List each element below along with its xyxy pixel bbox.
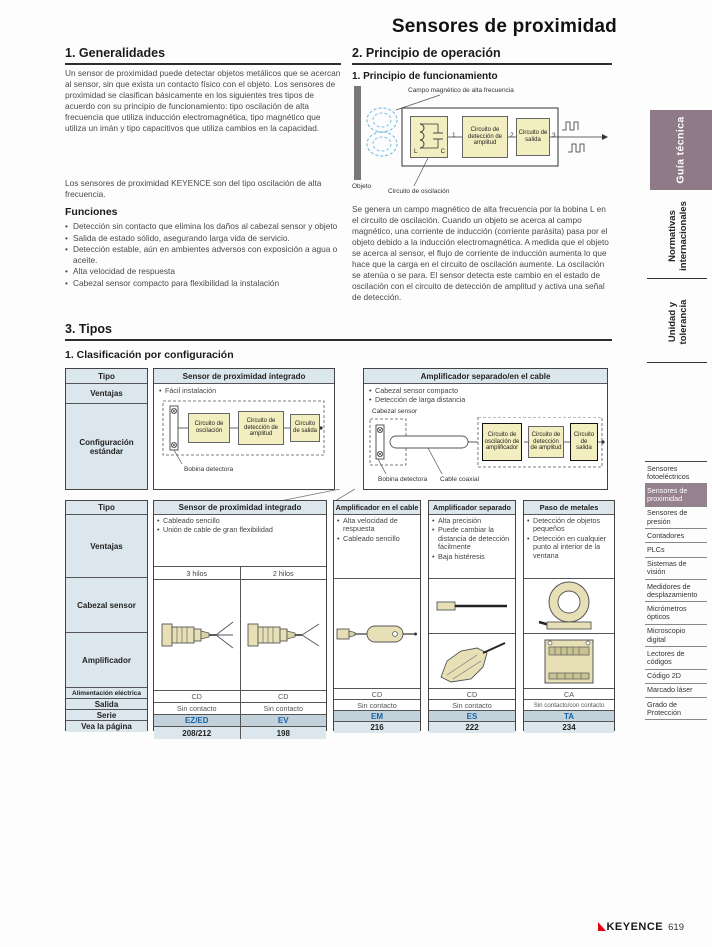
group3-header: Amplificador separado <box>429 501 515 514</box>
table1-panel-separado <box>363 368 608 490</box>
sidebar-normativas <box>645 196 711 276</box>
table1-panel2-ventajas <box>366 385 467 406</box>
amplitude-detection-box: Circuito de detección de amplitud <box>462 116 508 158</box>
table1-panel1-header: Sensor de proximidad integrado <box>154 369 334 383</box>
table2-group-amp-cable <box>333 500 421 731</box>
label-campo-magnetico: Campo magnético de alta frecuencia <box>408 87 514 94</box>
funciones-item: • Detección sin contacto que elimina los daños al cabezal sensor y objeto <box>65 221 343 232</box>
group1-alimentacion-row <box>154 690 326 702</box>
group1-header: Sensor de proximidad integrado <box>154 501 326 514</box>
pagina-value: 208/212 <box>154 727 241 739</box>
sidebar-divider <box>647 278 707 279</box>
magnetic-field-coil-icon <box>367 108 397 132</box>
sidebar-item-plcs: PLCs <box>645 543 707 557</box>
principle-diagram <box>352 86 612 200</box>
oscillation-circuit-box <box>410 116 448 158</box>
ventaja-item: • Baja histéresis <box>432 553 513 561</box>
table2-header-salida: Salida <box>66 698 147 709</box>
label-circuito-oscilacion: Circuito de oscilación <box>388 188 450 195</box>
table1-panel1-body <box>154 383 334 490</box>
ventaja-item: • Puede cambiar la distancia de detección fácilmente <box>432 526 513 551</box>
heading-generalidades: 1. Generalidades <box>65 46 341 65</box>
sidebar-tab-label: Guía técnica <box>675 116 687 184</box>
table2-header-ventajas: Ventajas <box>66 514 147 577</box>
sidebar-item-contadores: Contadores <box>645 529 707 543</box>
label-objeto: Objeto <box>352 183 372 190</box>
group1-ventajas <box>154 514 326 566</box>
keyence-red-wedge-icon <box>598 922 606 931</box>
label-bobina-detectora: Bobina detectora <box>378 476 428 483</box>
box-circuito-salida: Circuito de salida <box>570 423 598 461</box>
page-number: 619 <box>668 921 684 933</box>
sidebar-item-micrometros: Micrómetros ópticos <box>645 602 707 624</box>
sidebar-unidad-label: Unidad y tolerancia <box>667 299 689 345</box>
ventaja-item: • Detección en cualquier punto al interior de la ventana <box>527 535 612 560</box>
table1-panel-integrado <box>153 368 335 490</box>
table1-panel1-ventajas <box>156 385 218 396</box>
box-circuito-deteccion: Circuito de detección de amplitud <box>238 411 284 445</box>
ventaja-item: • Cableado sencillo <box>337 535 418 543</box>
ventaja-item: • Cableado sencillo <box>157 517 324 525</box>
keyence-logo <box>598 921 663 933</box>
table2-header-serie: Serie <box>66 709 147 720</box>
label-cabezal-sensor: Cabezal sensor <box>372 408 418 415</box>
sidebar-unidad <box>645 286 711 358</box>
sidebar-item-sistemas-vision: Sistemas de visión <box>645 558 707 580</box>
alim-value: CD <box>278 692 289 701</box>
group4-ventajas <box>524 514 614 578</box>
ventaja-item: • Unión de cable de gran flexibilidad <box>157 526 324 534</box>
pagina-value: 222 <box>429 721 515 733</box>
table1-header-ventajas: Ventajas <box>66 383 147 403</box>
output-circuit-box: Circuito de salida <box>516 118 550 156</box>
keyence-wordmark: KEYENCE <box>606 921 664 933</box>
group4-header: Paso de metales <box>524 501 614 514</box>
sidebar-item-codigo-2d: Código 2D <box>645 670 707 684</box>
heading-funciones: Funciones <box>65 206 118 218</box>
sidebar-tab-guia-tecnica <box>650 110 712 190</box>
sidebar-normativas-label: Normativas internacionales <box>667 201 689 271</box>
salida-value: Sin contacto/con contacto <box>524 699 614 710</box>
salida-value: Sin contacto <box>263 704 304 713</box>
box-osc-amplificador: Circuito de oscilación de amplificador <box>482 423 522 461</box>
serie-value: EV <box>277 716 289 725</box>
generalidades-paragraph-1: Un sensor de proximidad puede detectar objetos metálicos que se acercan al sensor, sin que exista un contacto físico con el objeto. Los sensores de proximidad se clasifican básicamente en los siguientes tres tipos de acuerdo con su principio de funcionamiento: tipo oscilación de alta frecuencia que utiliza inducción electromagnética, tipo magnético que utiliza un imán y tipo capacitivos que utiliza cambios en la capacidad. <box>65 68 341 133</box>
sidebar-item-sensores-presion: Sensores de presión <box>645 507 707 529</box>
label-bobina-detectora: Bobina detectora <box>184 466 234 473</box>
group2-header: Amplificador en el cable <box>335 503 419 512</box>
page-footer <box>598 921 684 933</box>
funciones-item: • Salida de estado sólido, asegurando larga vida de servicio. <box>65 233 343 244</box>
box-circuito-deteccion: Circuito de detección de amplitud <box>528 426 564 458</box>
stage-number-3: 3 <box>552 132 556 139</box>
label-cable-coaxial: Cable coaxial <box>440 476 480 483</box>
table1-header-configuracion: Configuración estándar <box>66 403 147 489</box>
sidebar-item-microscopio: Microscopio digital <box>645 625 707 647</box>
control-unit-image <box>524 633 614 688</box>
sidebar-item-medidores: Medidores de desplazamiento <box>645 580 707 602</box>
stage-number-1: 1 <box>452 132 456 139</box>
ring-sensor-image <box>524 578 614 633</box>
separate-head-image <box>429 578 515 633</box>
ventaja-item: • Alta precisión <box>432 517 513 525</box>
ventaja-item: • Detección de objetos pequeños <box>527 517 612 534</box>
serie-value: TA <box>524 710 614 721</box>
group3-ventajas <box>429 514 515 578</box>
funciones-item: • Cabezal sensor compacto para flexibilidad la instalación <box>65 278 343 289</box>
heading-principio-operacion: 2. Principio de operación <box>352 46 612 65</box>
table2-header-pagina: Vea la página <box>66 720 147 732</box>
funciones-list <box>65 221 343 290</box>
ventaja-item: • Fácil instalación <box>159 387 216 395</box>
funciones-item: • Alta velocidad de respuesta <box>65 266 343 277</box>
label-coil-l: L <box>414 149 418 156</box>
salida-value: Sin contacto <box>429 699 515 710</box>
page-title: Sensores de proximidad <box>391 16 617 37</box>
table2-left-header-panel <box>65 500 148 731</box>
table1-panel2-diagram <box>368 417 605 487</box>
sensor-2-wire-image <box>241 580 327 690</box>
sidebar-menu <box>645 461 707 720</box>
sidebar-item-sensores-proximidad: Sensores de proximidad <box>645 484 707 506</box>
pagina-value: 234 <box>524 721 614 733</box>
separate-amp-image <box>429 633 515 688</box>
table2-header-amplificador: Amplificador <box>66 632 147 687</box>
group1-device-images <box>154 579 326 690</box>
sensor-3-wire-image <box>154 580 241 690</box>
subheader-3-hilos: 3 hilos <box>154 567 241 579</box>
inline-amp-sensor-image <box>334 578 420 688</box>
alim-value: CA <box>524 688 614 699</box>
alim-value: CD <box>154 691 241 702</box>
table2-header-tipo: Tipo <box>66 501 147 514</box>
table1-header-tipo: Tipo <box>66 369 147 383</box>
serie-value: ES <box>429 710 515 721</box>
group1-wire-subheader <box>154 566 326 579</box>
alim-value: CD <box>429 688 515 699</box>
ventaja-item: • Detección de larga distancia <box>369 396 465 404</box>
object-bar <box>354 86 361 180</box>
serie-value: EM <box>334 710 420 721</box>
table2-group-paso-metales <box>523 500 615 731</box>
sidebar-item-grado-proteccion: Grado de Protección <box>645 698 707 720</box>
table2-group-integrado <box>153 500 327 738</box>
sidebar-item-marcado-laser: Marcado láser <box>645 684 707 698</box>
box-circuito-salida: Circuito de salida <box>290 414 320 442</box>
pagina-value: 198 <box>276 728 290 738</box>
heading-clasificacion: 1. Clasificación por configuración <box>65 349 234 361</box>
salida-value: Sin contacto <box>154 703 241 714</box>
salida-value: Sin contacto <box>334 699 420 710</box>
group1-pagina-row <box>154 726 326 739</box>
group1-serie-row <box>154 714 326 726</box>
generalidades-paragraph-2: Los sensores de proximidad KEYENCE son del tipo oscilación de alta frecuencia. <box>65 178 322 199</box>
label-cap-c: C <box>440 149 445 156</box>
funciones-item: • Detección estable, aún en ambientes adversos con exposición a agua o aceite. <box>65 244 343 265</box>
box-circuito-oscilacion: Circuito de oscilación <box>188 413 230 443</box>
group1-salida-row <box>154 702 326 714</box>
table2-header-cabezal: Cabezal sensor <box>66 577 147 632</box>
ventaja-item: • Cabezal sensor compacto <box>369 387 465 395</box>
heading-tipos: 3. Tipos <box>65 322 612 341</box>
sidebar-item-sensores-fotoelectricos: Sensores fotoeléctricos <box>645 462 707 484</box>
alim-value: CD <box>334 688 420 699</box>
table1-panel2-body <box>364 383 607 490</box>
table2-header-alimentacion: Alimentación eléctrica <box>66 687 147 698</box>
principio-body: Se genera un campo magnético de alta frecuencia por la bobina L en el circuito de oscilación. Cuando un objeto se acerca al campo magnético, una corriente de inducción (corriente parásita) pasa por el objeto debido a la inducción electromagnética. A medida que el objeto se acerca al sensor, el flujo de corriente de inducción aumenta lo que hace que la carga en el circuito de oscilación aumente. La oscilación se atenúa o se para. El sensor detecta este cambio en el estado de oscilación con el circuito de detección de amplitud y activa una señal de detección. <box>352 204 609 302</box>
serie-value: EZ/ED <box>154 715 241 726</box>
table1-left-header-panel <box>65 368 148 490</box>
group2-ventajas <box>334 514 420 578</box>
table1-panel1-diagram <box>162 400 328 488</box>
subheader-2-hilos: 2 hilos <box>272 568 294 578</box>
pagina-value: 216 <box>334 721 420 733</box>
ventaja-item: • Alta velocidad de respuesta <box>337 517 418 534</box>
sidebar-divider <box>647 362 707 363</box>
table2-group-amp-separado <box>428 500 516 731</box>
sidebar-item-lectores: Lectores de códigos <box>645 647 707 669</box>
heading-principio-funcionamiento: 1. Principio de funcionamiento <box>352 71 498 82</box>
stage-number-2: 2 <box>510 132 514 139</box>
table1-panel2-header: Amplificador separado/en el cable <box>364 369 607 383</box>
